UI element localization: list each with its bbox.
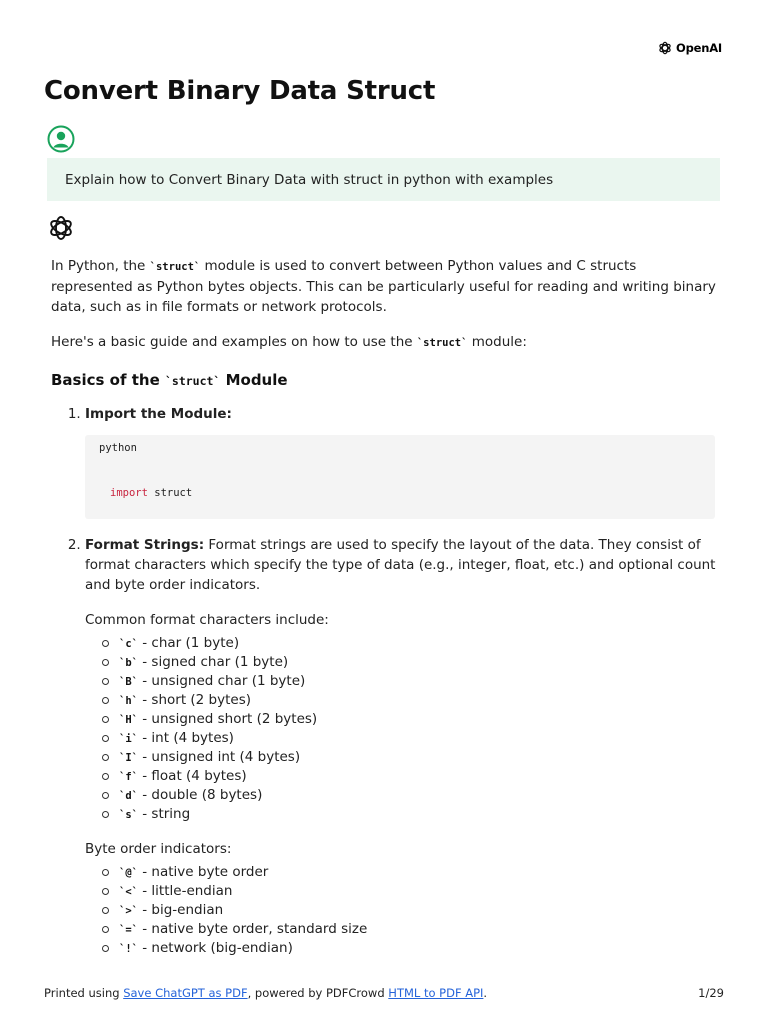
user-icon [47, 125, 75, 153]
common-chars-label: Common format characters include: [85, 612, 329, 628]
print-footer: Printed using Save ChatGPT as PDF, powered by PDFCrowd HTML to PDF API. [44, 986, 488, 1000]
section-heading: Basics of the `struct` Module [51, 371, 288, 389]
inline-code: `struct` [164, 374, 221, 388]
code-block[interactable] [85, 435, 715, 519]
list-item: `=` - native byte order, standard size [101, 920, 721, 939]
user-prompt-text: Explain how to Convert Binary Data with struct in python with examples [65, 171, 554, 188]
brand-name: OpenAI [676, 41, 722, 55]
byte-order-list [85, 863, 721, 958]
list-item: `!` - network (big-endian) [101, 939, 721, 958]
list-item: `f` - float (4 bytes) [101, 767, 721, 786]
list-item: `i` - int (4 bytes) [101, 729, 721, 748]
list-item: `I` - unsigned int (4 bytes) [101, 748, 721, 767]
list-item: `d` - double (8 bytes) [101, 786, 721, 805]
list-item: `H` - unsigned short (2 bytes) [101, 710, 721, 729]
list-item: `c` - char (1 byte) [101, 634, 721, 653]
byte-order-label: Byte order indicators: [85, 841, 232, 857]
guide-paragraph: Here's a basic guide and examples on how to use the `struct` module: [51, 334, 527, 350]
intro-paragraph: In Python, the `struct` module is used to convert between Python values and C structs represented as Python bytes objects. This can be particularly useful for reading and writing binary data, such as in file formats or network protocols. [51, 258, 716, 315]
step-title: Import the Module: [85, 406, 232, 422]
assistant-answer [51, 256, 721, 958]
step-import [85, 404, 721, 519]
user-prompt [47, 158, 720, 201]
chatgpt-logo-icon [47, 214, 75, 242]
page-title: Convert Binary Data Struct [44, 76, 436, 106]
list-item: `b` - signed char (1 byte) [101, 653, 721, 672]
user-avatar [47, 125, 75, 157]
code-line: import struct [110, 487, 193, 499]
openai-brand [657, 40, 722, 56]
inline-code: `struct` [149, 261, 201, 273]
format-chars-list [85, 634, 721, 824]
openai-logo-icon [657, 40, 673, 56]
step-text: Format strings are used to specify the layout of the data. They consist of format characters which specify the type of data (e.g., integer, float, etc.) and optional count and byte order indicators. [85, 537, 716, 593]
list-item: `@` - native byte order [101, 863, 721, 882]
step-title: Format Strings: [85, 537, 205, 553]
step-format-strings [85, 535, 721, 958]
list-item: `<` - little-endian [101, 882, 721, 901]
list-item: `h` - short (2 bytes) [101, 691, 721, 710]
list-item: `s` - string [101, 805, 721, 824]
list-item: `>` - big-endian [101, 901, 721, 920]
code-keyword: import [110, 487, 148, 499]
page-number: 1/29 [698, 986, 724, 1000]
inline-code: `struct` [416, 337, 468, 349]
assistant-avatar [47, 214, 75, 246]
html-to-pdf-api-link[interactable]: HTML to PDF API [388, 986, 484, 1000]
list-item: `B` - unsigned char (1 byte) [101, 672, 721, 691]
save-chatgpt-pdf-link[interactable]: Save ChatGPT as PDF [123, 986, 248, 1000]
code-language-label: python [99, 442, 137, 454]
steps-list [51, 404, 721, 958]
